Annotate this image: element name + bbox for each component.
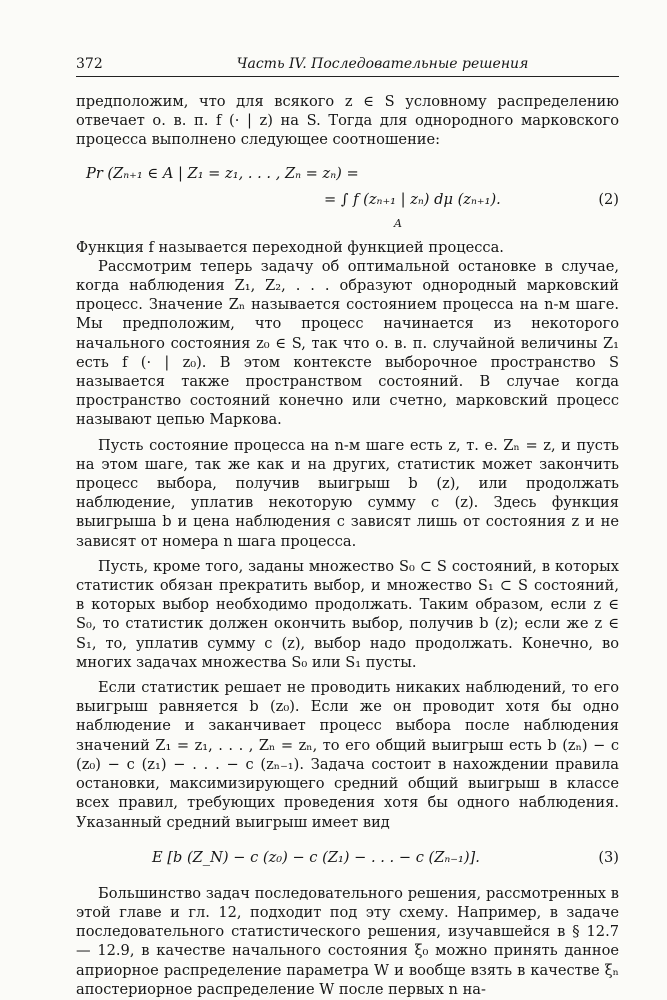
paragraph-3: Рассмотрим теперь задачу об оптимальной остановке в случае, когда наблюдения Z₁, Z₂, . . . образуют однородный марковский процесс. Значение Zₙ называется состоянием процесса на n-м шаге. Мы предположим, что процесс начинается из некоторого начального состояния z₀ ∈ S, так что о. в. п. случайной величины Z₁ есть f (· | z₀). В этом контексте выборочное пространство S называется также пространством состояний. В случае когда пространство состояний конечно или счетно, марковский процесс называют цепью Маркова. bbox=[76, 257, 619, 429]
running-header bbox=[76, 54, 619, 77]
formula-3-number: (3) bbox=[598, 848, 619, 866]
running-title: Часть IV. Последовательные решения bbox=[236, 56, 529, 72]
formula-3-expression: E [b (Z_N) − c (z₀) − c (Z₁) − . . . − c (Zₙ₋₁)]. bbox=[152, 848, 480, 866]
paragraph-5: Пусть, кроме того, заданы множество S₀ ⊂ S состояний, в которых статистик обязан прекратить выбор, и множество S₁ ⊂ S состояний, в которых выбор необходимо продолжать. Таким образом, если z ∈ S₀, то статистик должен окончить выбор, получив b (z); если же z ∈ S₁, то, уплатив сумму c (z), выбор надо продолжать. Конечно, во многих задачах множества S₀ или S₁ пусты. bbox=[76, 557, 619, 671]
integral-domain: A bbox=[394, 216, 402, 230]
formula-2-line-2: = ∫ f (zₙ₊₁ | zₙ) dμ (zₙ₊₁). bbox=[324, 190, 501, 208]
formula-3 bbox=[76, 842, 619, 876]
paragraph-7: Большинство задач последовательного решения, рассмотренных в этой главе и гл. 12, подходит под эту схему. Например, в задаче последовательного статистического решения, изучавшейся в § 12.7 — 12.9, в качестве начального состояния ξ₀ можно принять данное априорное распределение параметра W и вообще взять в качестве ξₙ апостериорное распределение W после первых n на- bbox=[76, 884, 619, 998]
page-number: 372 bbox=[76, 56, 103, 72]
paragraph-1: предположим, что для всякого z ∈ S условному распределению отвечает о. в. п. f (· | z) на S. Тогда для однородного марковского процесса выполнено следующее соотношение: bbox=[76, 93, 619, 149]
formula-2 bbox=[76, 156, 619, 234]
paragraph-6: Если статистик решает не проводить никаких наблюдений, то его выигрыш равняется b (z₀). Если же он проводит хотя бы одно наблюдение и заканчивает процесс выбора после наблюдения значений Z₁ = z₁, . . . , Zₙ = zₙ, то его общий выигрыш есть b (zₙ) − c (z₀) − c (z₁) − . . . − c (zₙ₋₁). Задача состоит в нахождении правила остановки, максимизирующего средний общий выигрыш в классе всех правил, требующих проведения хотя бы одного наблюдения. Указанный средний выигрыш имеет вид bbox=[76, 679, 619, 831]
page-body bbox=[76, 92, 619, 999]
formula-2-number: (2) bbox=[598, 190, 619, 208]
paragraph-2: Функция f называется переходной функцией процесса. bbox=[76, 238, 504, 256]
paragraph-4: Пусть состояние процесса на n-м шаге есть z, т. е. Zₙ = z, и пусть на этом шаге, так же как и на других, статистик может закончить процесс выбора, получив выигрыш b (z), или продолжать наблюдение, уплатив некоторую сумму c (z). Здесь функция выигрыша b и цена наблюдения c зависят лишь от состояния z и не зависят от номера n шага процесса. bbox=[76, 436, 619, 550]
formula-2-line-1: Pr (Zₙ₊₁ ∈ A | Z₁ = z₁, . . . , Zₙ = zₙ) = bbox=[86, 164, 359, 182]
